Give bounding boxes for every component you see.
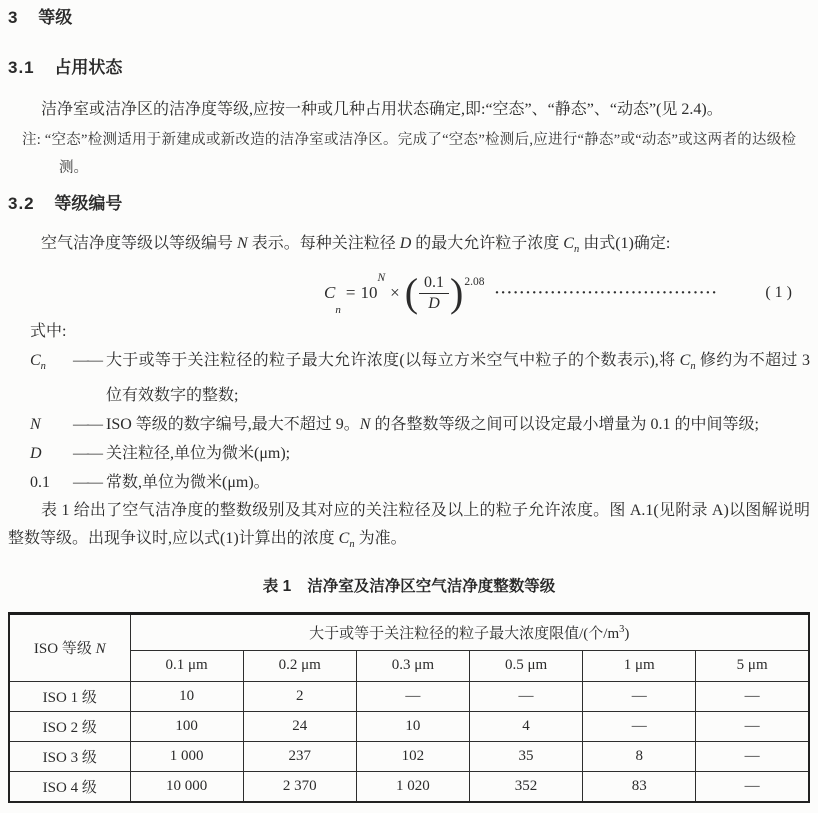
size-header-cell: 0.2 μm [243,650,356,681]
equation-1 [8,268,810,318]
value-cell: 24 [243,711,356,741]
definition-dash: —— [73,474,101,492]
dot-leader: ···································· [494,284,718,301]
value-cell: 10 [130,681,243,711]
definitions-list [30,346,810,497]
value-cell: — [583,711,696,741]
iso-class-table [8,612,810,803]
definition-symbol: $C_n$ [30,352,46,373]
definition-text: ISO 等级的数字编号,最大不超过 9。N 的各整数等级之间可以设定最小增量为 0.1 的中间等级; [106,416,759,434]
definition-symbol: D [30,445,42,463]
right-paren: ) [450,270,464,316]
note-label: 注: [22,132,41,148]
definition-symbol: N [30,416,41,434]
table-intro-paragraph: 表 1 给出了空气洁净度的整数级别及其对应的关注粒径及以上的粒子允许浓度。图 A.1(见附录 A)以图解说明整数等级。出现争议时,应以式(1)计算出的浓度 $C_n$ 为准。 [8,502,810,551]
value-cell: — [356,681,469,711]
row-label-cell: ISO 1 级 [9,681,130,711]
multiplication-sign: × [390,283,400,303]
value-cell: 1 000 [130,741,243,771]
equation-expression [324,270,485,316]
equals-sign: = [345,283,356,303]
value-cell: 352 [469,771,582,802]
value-cell: 2 370 [243,771,356,802]
class-number-paragraph: 空气洁净度等级以等级编号 N 表示。每种关注粒径 D 的最大允许粒子浓度 $C_n$ 由式(1)确定: [41,235,671,256]
value-cell: — [696,711,809,741]
size-header-cell: 5 μm [696,650,809,681]
table-header-row-1 [9,613,809,650]
row-label-cell: ISO 4 级 [9,771,130,802]
value-cell: 100 [130,711,243,741]
value-cell: 4 [469,711,582,741]
section-3-1-heading [8,56,810,80]
value-cell: 35 [469,741,582,771]
note-text: “空态”检测适用于新建成或新改造的洁净室或洁净区。完成了“空态”检测后,应进行“静态”或“动态”或这两者的达级检测。 [44,132,796,176]
section-3-heading [8,6,810,30]
section-3-2-number: 3.2 [8,194,35,213]
definition-dash: —— [73,445,101,463]
definition-text: 关注粒径,单位为微米(μm); [106,445,291,463]
fraction [419,274,449,313]
fraction-numerator: 0.1 [419,274,449,294]
table-row-iso4 [9,771,809,802]
row-label-cell: ISO 2 级 [9,711,130,741]
section-3-1-title: 占用状态 [54,58,123,77]
fraction-denominator: D [428,294,440,312]
value-cell: — [696,741,809,771]
section-3-1-number: 3.1 [8,58,35,77]
size-header-cell: 0.5 μm [469,650,582,681]
value-cell: 10 [356,711,469,741]
corner-header-cell: ISO 等级 N [9,613,130,681]
where-label: 式中: [30,323,67,341]
value-cell: 102 [356,741,469,771]
value-cell: — [696,771,809,802]
value-cell: 10 000 [130,771,243,802]
row-label-cell: ISO 3 级 [9,741,130,771]
formula-subscript-n: n [335,303,341,316]
table-1-caption [8,576,810,598]
definition-n [30,410,810,439]
definition-d [30,439,810,468]
value-cell: — [583,681,696,711]
definition-dash: —— [73,352,101,370]
section-3-number: 3 [8,8,19,27]
table-row-iso3 [9,741,809,771]
table-caption-title: 洁净室及洁净区空气洁净度整数等级 [307,577,556,595]
table-row-iso1 [9,681,809,711]
table-caption-label: 表 1 [262,577,292,595]
formula-symbol-c: C [324,283,336,303]
size-header-cell: 0.3 μm [356,650,469,681]
value-cell: 83 [583,771,696,802]
definition-cn [30,346,810,410]
size-header-cell: 1 μm [583,650,696,681]
span-header-cell: 大于或等于关注粒径的粒子最大浓度限值/(个$/m^3$) [130,613,809,650]
occupancy-paragraph: 洁净室或洁净区的洁净度等级,应按一种或几种占用状态确定,即:“空态”、“静态”、“动态”(见 2.4)。 [41,101,723,118]
value-cell: 2 [243,681,356,711]
value-cell: — [696,681,809,711]
value-cell: — [469,681,582,711]
definition-symbol: 0.1 [30,474,50,492]
equation-number: ( 1 ) [765,284,792,302]
formula-exponent-n: N [377,271,386,284]
formula-base: 10 [360,283,378,303]
size-header-cell: 0.1 μm [130,650,243,681]
section-3-title: 等级 [38,8,73,27]
section-3-2-title: 等级编号 [54,194,123,213]
table-row-iso2 [9,711,809,741]
definition-01 [30,468,810,497]
value-cell: 237 [243,741,356,771]
definition-dash: —— [73,416,101,434]
note-block [22,126,796,182]
value-cell: 8 [583,741,696,771]
definition-text: 大于或等于关注粒径的粒子最大允许浓度(以每立方米空气中粒子的个数表示),将 $C_n$ 修约为不超过 3 位有效数字的整数; [106,352,810,405]
formula-power: 2.08 [464,275,485,288]
value-cell: 1 020 [356,771,469,802]
left-paren: ( [404,270,419,316]
definition-text: 常数,单位为微米(μm)。 [106,474,270,492]
section-3-2-heading [8,192,810,216]
